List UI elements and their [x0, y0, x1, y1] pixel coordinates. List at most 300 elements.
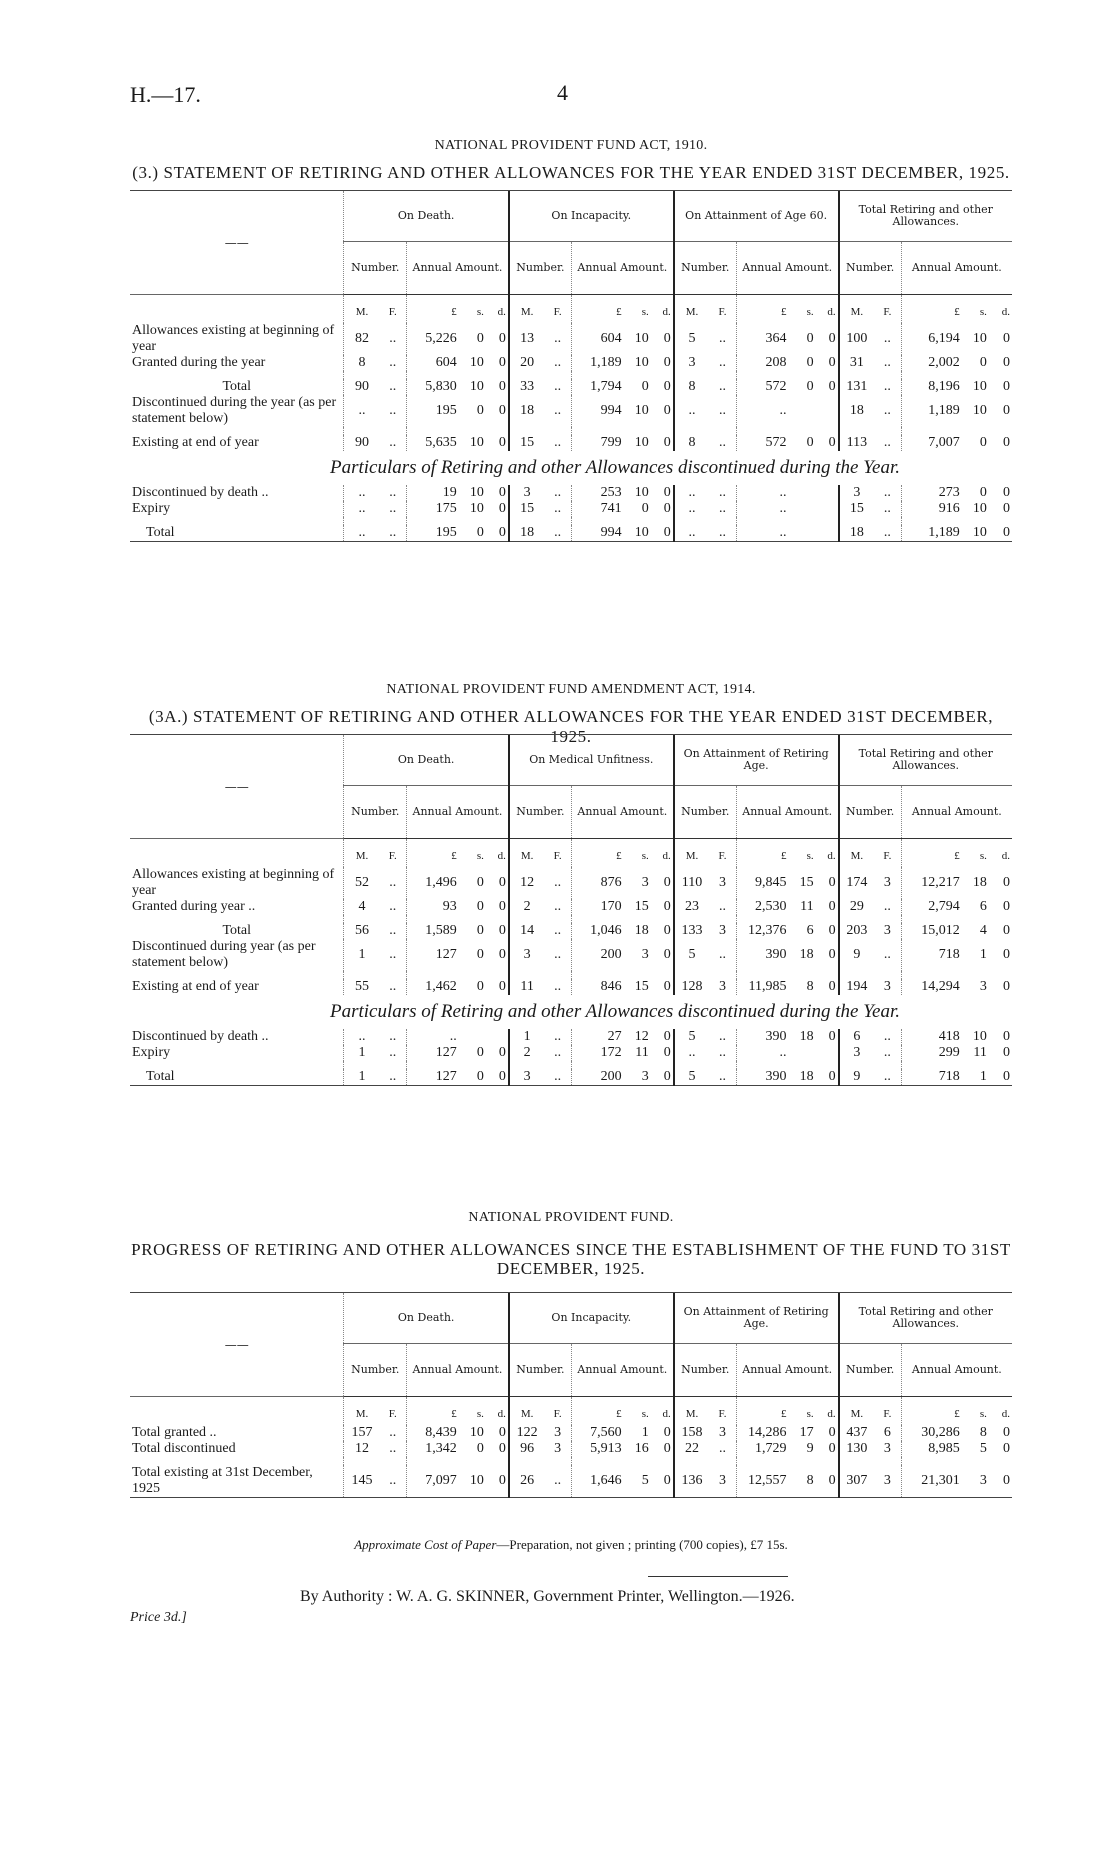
table-cell: 12,217 [901, 867, 962, 899]
units-row [130, 1397, 1012, 1426]
table-cell: 128 [674, 979, 709, 995]
unit-label: s. [476, 306, 484, 318]
table-cell: 1,462 [407, 979, 459, 995]
table-cell: .. [719, 355, 727, 370]
table-cell: 27 [571, 1029, 623, 1045]
unit-label: M. [509, 839, 544, 868]
table-cell: 26 [509, 1465, 544, 1498]
table-cell: 9 [839, 1069, 874, 1086]
table-cell: 5,635 [407, 435, 459, 451]
table-cell: .. [389, 1029, 397, 1044]
row-label: Total existing at 31st December, 1925 [130, 1465, 344, 1498]
unit-label: d. [662, 850, 671, 862]
table-cell: .. [544, 1465, 571, 1498]
table-cell: 18 [799, 1029, 814, 1044]
table-cell: 14,286 [736, 1425, 788, 1441]
section1-statement-title: (3.) STATEMENT OF RETIRING AND OTHER ALLOWANCES FOR THE YEAR ENDED 31ST DECEMBER, 1925. [132, 163, 1010, 182]
unit-label: d. [827, 1408, 836, 1420]
table-cell: 253 [571, 485, 623, 501]
table-cell: 18 [509, 525, 544, 542]
table-cell: 195 [407, 395, 459, 427]
unit-label: F. [883, 306, 892, 318]
unit-label: d. [662, 306, 671, 318]
table-cell: 0 [663, 923, 671, 938]
group-header: Total Retiring and other Allowances. [839, 191, 1012, 242]
spacer-row [130, 1061, 1012, 1069]
table-cell: 10 [634, 485, 649, 500]
table-cell: 0 [476, 947, 484, 962]
table-cell: 8 [789, 1465, 816, 1498]
number-header: Number. [344, 1344, 407, 1397]
unit-label: £ [736, 295, 788, 324]
row-label: Discontinued by death .. [132, 1029, 269, 1044]
table-cell: .. [554, 979, 562, 994]
table-cell [816, 485, 839, 501]
table-cell: .. [554, 331, 562, 346]
table-cell: 14,294 [901, 979, 962, 995]
unit-label: F. [883, 1408, 892, 1420]
table-cell: 437 [839, 1425, 874, 1441]
cost-note [130, 1537, 1012, 1553]
table-cell: .. [389, 947, 397, 962]
table-cell: 718 [901, 939, 962, 971]
table-cell: .. [344, 395, 379, 427]
row-label: Total [130, 525, 344, 542]
table-cell [816, 501, 839, 517]
table-cell [789, 395, 816, 427]
table-cell: .. [719, 485, 727, 500]
number-header: Number. [674, 786, 737, 839]
data-row [130, 395, 1012, 427]
table-cell: 9,845 [736, 867, 788, 899]
table-cell: 0 [828, 379, 836, 394]
table-cell: 3 [883, 923, 891, 938]
units-row [130, 839, 1012, 868]
table-cell: 0 [476, 979, 484, 994]
amount-header: Annual Amount. [407, 1344, 509, 1397]
table-cell: 8 [979, 1425, 987, 1440]
unit-label: F. [883, 850, 892, 862]
table-cell: 90 [344, 435, 379, 451]
table-cell: 0 [828, 979, 836, 994]
table-cell: .. [883, 485, 891, 500]
table-cell [486, 1029, 509, 1045]
table-cell: 0 [498, 923, 506, 938]
particulars-heading: Particulars of Retiring and other Allowances discontinued during the Year. [330, 1001, 900, 1022]
unit-label: s. [979, 1408, 987, 1420]
table-cell: 0 [1003, 1029, 1010, 1044]
page-number: 4 [557, 80, 568, 105]
unit-label: M. [839, 839, 874, 868]
table-cell: .. [719, 1045, 727, 1060]
table-cell: 572 [736, 435, 788, 451]
particulars-heading-row [130, 451, 1012, 485]
table-cell: .. [674, 1045, 709, 1061]
cost-text: —Preparation, not given ; printing (700 copies), £7 15s. [496, 1537, 788, 1552]
amount-header: Annual Amount. [901, 786, 1012, 839]
table-cell: .. [719, 501, 727, 516]
table-cell: 10 [634, 435, 649, 450]
table-cell: 0 [828, 947, 836, 962]
table-cell: 1,646 [571, 1465, 623, 1498]
unit-label: F. [718, 1408, 727, 1420]
table-cell: 0 [989, 525, 1012, 542]
table-cell: .. [883, 331, 891, 346]
table-cell [789, 501, 816, 517]
table-cell: .. [389, 501, 397, 516]
table-cell: 390 [736, 1069, 788, 1086]
unit-label: M. [509, 1397, 544, 1426]
table-cell: 15 [634, 979, 649, 994]
unit-label: M. [344, 839, 379, 868]
table-cell: 418 [901, 1029, 962, 1045]
unit-label: £ [901, 1397, 962, 1426]
table-cell: 3 [883, 875, 891, 890]
table-cell: 10 [469, 435, 484, 450]
table-cell: 0 [663, 379, 671, 394]
table-cell [816, 525, 839, 542]
table-cell: 0 [1003, 899, 1010, 914]
unit-label: d. [497, 306, 506, 318]
table-cell: .. [379, 1069, 406, 1086]
unit-label: M. [509, 295, 544, 324]
table-cell: 0 [1003, 435, 1010, 450]
table-cell: .. [554, 355, 562, 370]
table-cell: 8,439 [407, 1425, 459, 1441]
unit-label: M. [674, 839, 709, 868]
table-cell: 5 [674, 939, 709, 971]
table-cell: 1,189 [901, 395, 962, 427]
unit-label: s. [476, 850, 484, 862]
table-cell: 20 [509, 355, 544, 371]
table-cell [789, 525, 816, 542]
unit-label: £ [407, 295, 459, 324]
table-cell: 158 [674, 1425, 709, 1441]
table-cell: .. [736, 395, 788, 427]
table-cell: 846 [571, 979, 623, 995]
table-cell: 2,794 [901, 899, 962, 915]
row-label: Discontinued during year (as per statement below) [132, 939, 316, 970]
table-cell: 3 [979, 979, 987, 994]
table-cell: .. [389, 331, 397, 346]
table-cell: 170 [571, 899, 623, 915]
table-cell: 0 [1003, 485, 1010, 500]
group-header: On Attainment of Retiring Age. [674, 735, 839, 786]
table-cell: 0 [1003, 923, 1010, 938]
table-cell: 10 [972, 501, 987, 516]
table-cell: 18 [972, 875, 987, 890]
table-cell: 133 [674, 923, 709, 939]
table-cell: 604 [571, 323, 623, 355]
table-cell: 2,002 [901, 355, 962, 371]
table-cell: .. [883, 947, 891, 962]
table-cell: 0 [979, 435, 987, 450]
price-note: Price 3d.] [130, 1610, 187, 1625]
table-cell: 136 [674, 1465, 709, 1498]
table-cell: 18 [839, 525, 874, 542]
table-cell: 0 [476, 1441, 484, 1456]
table-cell: 876 [571, 867, 623, 899]
table-cell: 8,196 [901, 379, 962, 395]
table-cell: 5 [674, 323, 709, 355]
particulars-heading: Particulars of Retiring and other Allowances discontinued during the Year. [330, 457, 900, 478]
table-cell: 0 [1003, 331, 1010, 346]
table-cell: 7,097 [407, 1465, 459, 1498]
table-cell: 0 [663, 979, 671, 994]
spacer-row [130, 517, 1012, 525]
group-header-row [130, 1293, 1012, 1344]
table-cell: 10 [634, 331, 649, 346]
table-cell: 0 [486, 1069, 509, 1086]
table-cell: 175 [407, 501, 459, 517]
table-cell: 5 [674, 1069, 709, 1086]
table-cell: 5,226 [407, 323, 459, 355]
table-cell: 10 [962, 525, 989, 542]
unit-label: d. [1001, 850, 1010, 862]
table-cell: 195 [407, 525, 459, 542]
row-label: Granted during year .. [132, 899, 256, 914]
table-cell: 9 [806, 1441, 814, 1456]
spacer-row [130, 427, 1012, 435]
table-cell: 0 [828, 1441, 836, 1456]
table-cell: 0 [498, 1441, 506, 1456]
table-cell: 0 [1003, 875, 1010, 890]
table-cell [459, 1029, 486, 1045]
discontinued-row [130, 525, 1012, 542]
unit-label: £ [407, 1397, 459, 1426]
unit-label: s. [641, 1408, 649, 1420]
table-cell: 0 [476, 331, 484, 346]
table-cell: 1,342 [407, 1441, 459, 1457]
table-cell: 6 [839, 1029, 874, 1045]
table-cell: 0 [663, 485, 671, 500]
row-label: Total discontinued [132, 1441, 236, 1456]
group-header: On Incapacity. [509, 1293, 674, 1344]
table-cell: .. [389, 485, 397, 500]
amount-header: Annual Amount. [736, 1344, 838, 1397]
table-cell: 0 [979, 355, 987, 370]
table-cell: .. [719, 1441, 727, 1456]
table-cell: .. [554, 923, 562, 938]
table-cell: 0 [1003, 979, 1010, 994]
table-cell: 8 [344, 355, 379, 371]
table-cell: .. [709, 525, 736, 542]
table-cell: .. [719, 435, 727, 450]
table-cell: .. [554, 899, 562, 914]
table-cell: 1,189 [571, 355, 623, 371]
table-cell: 1 [641, 1425, 649, 1440]
amount-header: Annual Amount. [901, 242, 1012, 295]
table-cell: 0 [1003, 501, 1010, 516]
table-cell: .. [736, 525, 788, 542]
table-cell: 273 [901, 485, 962, 501]
table-cell: 3 [883, 979, 891, 994]
amount-header: Annual Amount. [901, 1344, 1012, 1397]
table-cell: 3 [509, 939, 544, 971]
unit-label: F. [553, 1408, 562, 1420]
table-cell: .. [389, 1045, 397, 1060]
table-cell: 15 [509, 501, 544, 517]
table-cell: .. [719, 379, 727, 394]
table-cell: 18 [509, 395, 544, 427]
table-cell: 0 [806, 379, 814, 394]
spacer-row [130, 971, 1012, 979]
table-cell: 0 [828, 355, 836, 370]
table-cell: 0 [663, 899, 671, 914]
table-cell: 0 [1003, 947, 1010, 962]
units-row [130, 295, 1012, 324]
table-cell: 0 [1003, 1045, 1010, 1060]
table-cell: .. [736, 501, 788, 517]
unit-label: F. [388, 306, 397, 318]
table-cell: .. [544, 525, 571, 542]
table-cell: .. [719, 331, 727, 346]
table-cell: 18 [789, 1069, 816, 1086]
table-cell: .. [883, 1029, 891, 1044]
data-row [130, 379, 1012, 395]
table-cell: 22 [674, 1441, 709, 1457]
table-cell: 1 [962, 1069, 989, 1086]
table-cell: 0 [651, 1465, 674, 1498]
table-cell: 3 [719, 979, 727, 994]
table-cell: 299 [901, 1045, 962, 1061]
table-cell: 0 [498, 899, 506, 914]
table-cell: 0 [828, 435, 836, 450]
unit-label: £ [901, 839, 962, 868]
table-cell: .. [883, 435, 891, 450]
table-cell: .. [379, 1465, 406, 1498]
row-label: Existing at end of year [132, 979, 259, 994]
unit-label: M. [839, 1397, 874, 1426]
table-cell: 6 [883, 1425, 891, 1440]
number-header: Number. [344, 786, 407, 839]
discontinued-row [130, 1029, 1012, 1045]
row-label: Discontinued by death .. [132, 485, 269, 500]
table-cell: 2 [509, 1045, 544, 1061]
unit-label: d. [1001, 306, 1010, 318]
row-label: Total [130, 1069, 344, 1086]
data-row [130, 899, 1012, 915]
amount-header: Annual Amount. [571, 786, 673, 839]
table-cell: 0 [498, 331, 506, 346]
table-cell: 10 [469, 501, 484, 516]
group-header: On Incapacity. [509, 191, 674, 242]
table-cell: .. [344, 485, 379, 501]
table-cell: 174 [839, 867, 874, 899]
table-cell: 0 [1003, 1441, 1010, 1456]
table-cell: 0 [663, 355, 671, 370]
unit-label: d. [1001, 1408, 1010, 1420]
table-cell: 15,012 [901, 923, 962, 939]
table-cell: 52 [344, 867, 379, 899]
table-cell: 0 [663, 1425, 671, 1440]
table-cell: 31 [839, 355, 874, 371]
table-cell: .. [554, 501, 562, 516]
table-cell: 6,194 [901, 323, 962, 355]
table-cell: 96 [509, 1441, 544, 1457]
table-cell: 16 [634, 1441, 649, 1456]
unit-label: £ [571, 295, 623, 324]
table-cell: 0 [828, 331, 836, 346]
unit-label: s. [979, 850, 987, 862]
table-cell: 157 [344, 1425, 379, 1441]
table-cell: .. [554, 1029, 562, 1044]
table-cell: .. [554, 947, 562, 962]
table-cell: 29 [839, 899, 874, 915]
table-cell: 6 [979, 899, 987, 914]
unit-label: s. [806, 1408, 814, 1420]
discontinued-row [130, 1069, 1012, 1086]
table-cell: 0 [989, 1465, 1012, 1498]
authority-rule [648, 1576, 788, 1577]
data-row [130, 923, 1012, 939]
table-cell: 0 [459, 1069, 486, 1086]
row-label: Total granted .. [132, 1425, 217, 1440]
table-cell: 90 [344, 379, 379, 395]
table-cell: 15 [509, 435, 544, 451]
table-cell: 17 [799, 1425, 814, 1440]
discontinued-row [130, 501, 1012, 517]
table-cell: 3 [641, 947, 649, 962]
table-cell: 93 [407, 899, 459, 915]
table-cell: 1 [509, 1029, 544, 1045]
table-cell: 10 [624, 525, 651, 542]
table-cell: .. [674, 395, 709, 427]
group-header-row [130, 191, 1012, 242]
table-cell: .. [389, 875, 397, 890]
table-cell: 55 [344, 979, 379, 995]
table-cell: 0 [663, 435, 671, 450]
table-cell: 307 [839, 1465, 874, 1498]
table-cell: .. [389, 1441, 397, 1456]
table-cell: 10 [469, 485, 484, 500]
table-cell: 0 [651, 525, 674, 542]
table-cell: .. [544, 1069, 571, 1086]
unit-label: s. [476, 1408, 484, 1420]
group-header: On Death. [344, 1293, 509, 1344]
table-cell: 0 [806, 355, 814, 370]
table-cell: 130 [839, 1441, 874, 1457]
table-cell: .. [554, 379, 562, 394]
amount-header: Annual Amount. [736, 786, 838, 839]
table-cell: 0 [498, 501, 506, 516]
table-cell: 0 [816, 1069, 839, 1086]
table-cell: 1 [344, 939, 379, 971]
table-cell: 3 [709, 1465, 736, 1498]
table-cell: 82 [344, 323, 379, 355]
row-label: Total [222, 923, 252, 938]
unit-label: d. [662, 1408, 671, 1420]
table-cell: 0 [828, 875, 836, 890]
table-cell: 18 [839, 395, 874, 427]
table-cell: .. [883, 379, 891, 394]
table-cell: 5,913 [571, 1441, 623, 1457]
data-row [130, 435, 1012, 451]
unit-label: d. [827, 306, 836, 318]
table-cell: 15 [839, 501, 874, 517]
amount-header: Annual Amount. [736, 242, 838, 295]
row-label-header: —— [130, 735, 344, 839]
table-cell: 1 [344, 1069, 379, 1086]
data-row [130, 867, 1012, 899]
table-cell: 18 [799, 947, 814, 962]
table-cell [789, 485, 816, 501]
spacer-row [130, 1457, 1012, 1465]
row-label: Total [222, 379, 252, 394]
table-cell: .. [407, 1029, 459, 1045]
discontinued-row [130, 1045, 1012, 1061]
row-label: Allowances existing at beginning of year [132, 323, 335, 354]
